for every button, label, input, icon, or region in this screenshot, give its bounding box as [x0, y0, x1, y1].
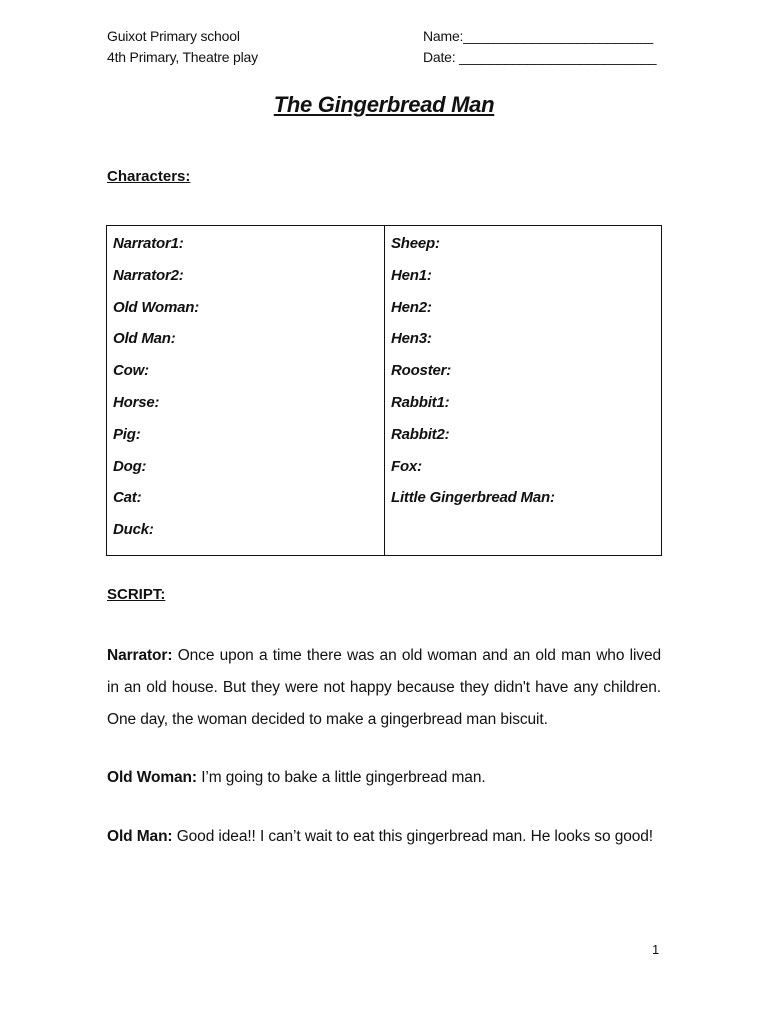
speaker-name: Old Man:	[107, 828, 173, 845]
character-item: Hen1:	[391, 266, 432, 284]
character-item: Cat:	[113, 489, 142, 507]
script-heading: SCRIPT:	[107, 586, 166, 603]
name-line	[423, 26, 656, 47]
character-item: Hen2:	[391, 298, 432, 316]
characters-table	[106, 225, 662, 556]
character-item: Sheep:	[391, 235, 440, 252]
character-item: Dog:	[113, 457, 147, 475]
date-label: Date:	[423, 49, 456, 65]
character-item: Rooster:	[391, 362, 452, 380]
date-blank: __________________________	[455, 49, 657, 65]
characters-heading: Characters:	[107, 168, 191, 185]
speaker-line: Once upon a time there was an old woman and an old man who lived in an old house. But they were not happy because they didn't have any children. One day, the woman decided to make a gingerbread man biscuit.	[107, 647, 661, 728]
school-name: Guixot Primary school	[107, 28, 240, 44]
script-paragraph	[107, 762, 661, 794]
character-item: Hen3:	[391, 330, 432, 348]
character-item: Rabbit1:	[391, 393, 450, 411]
characters-column-right	[385, 226, 661, 555]
script-paragraph	[107, 640, 661, 735]
speaker-name: Old Woman:	[107, 769, 197, 786]
character-item: Narrator1:	[113, 235, 184, 252]
header-right	[423, 26, 656, 68]
characters-column-left	[107, 226, 385, 555]
script-paragraph	[107, 821, 661, 853]
character-item: Old Woman:	[113, 298, 200, 316]
character-item: Little Gingerbread Man:	[391, 489, 555, 507]
character-item: Old Man:	[113, 330, 176, 348]
character-item: Cow:	[113, 362, 149, 380]
speaker-name: Narrator:	[107, 647, 173, 664]
name-blank: _________________________	[463, 28, 653, 44]
speaker-line: I’m going to bake a little gingerbread man.	[197, 769, 486, 786]
character-item: Pig:	[113, 425, 141, 443]
page-title: The Gingerbread Man	[273, 92, 495, 117]
date-line	[423, 47, 656, 68]
name-label: Name:	[423, 28, 464, 44]
character-item: Rabbit2:	[391, 425, 450, 443]
header-left	[107, 26, 258, 68]
character-item: Duck:	[113, 521, 154, 539]
character-item: Narrator2:	[113, 266, 184, 284]
class-name: 4th Primary, Theatre play	[107, 49, 258, 65]
speaker-line: Good idea!! I can’t wait to eat this gingerbread man. He looks so good!	[172, 828, 653, 845]
character-item: Fox:	[391, 457, 422, 475]
page-number: 1	[652, 942, 660, 957]
character-item: Horse:	[113, 393, 160, 411]
